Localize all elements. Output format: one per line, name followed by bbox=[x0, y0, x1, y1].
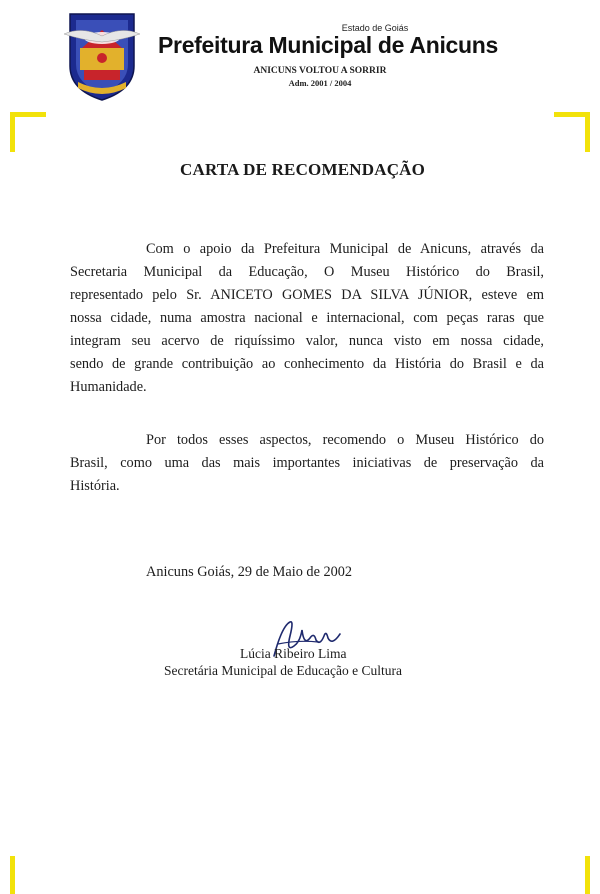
signatory-role: Secretária Municipal de Educação e Cultura bbox=[164, 663, 403, 678]
paragraph-line: Brasil, como uma das mais importantes iniciativas de preservação da bbox=[70, 455, 544, 471]
slogan: ANICUNS VOLTOU A SORRIR bbox=[253, 66, 387, 76]
paragraph-line: nossa cidade, numa amostra nacional e internacional, com peças raras que bbox=[70, 310, 544, 326]
corner-mark-top-left-horizontal bbox=[10, 112, 46, 117]
paragraph-1 bbox=[70, 238, 544, 399]
signatory-name: Lúcia Ribeiro Lima bbox=[240, 646, 347, 661]
organization-name: Prefeitura Municipal de Anicuns bbox=[158, 32, 499, 58]
letter-title: CARTA DE RECOMENDAÇÃO bbox=[180, 160, 426, 179]
corner-mark-top-right-vertical bbox=[585, 112, 590, 152]
paragraph-line: Humanidade. bbox=[70, 379, 147, 395]
paragraph-line: Por todos esses aspectos, recomendo o Museu Histórico do bbox=[146, 432, 544, 448]
administration-period: Adm. 2001 / 2004 bbox=[288, 78, 352, 88]
corner-mark-bottom-left bbox=[10, 856, 15, 894]
letter-date: Anicuns Goiás, 29 de Maio de 2002 bbox=[146, 564, 353, 580]
corner-mark-bottom-right bbox=[585, 856, 590, 894]
paragraph-line: História. bbox=[70, 478, 120, 494]
paragraph-line: representado pelo Sr. ANICETO GOMES DA SILVA JÚNIOR, esteve em bbox=[70, 287, 544, 303]
paragraph-2 bbox=[70, 429, 544, 498]
paragraph-line: integram seu acervo de riquíssimo valor, nunca visto em nossa cidade, bbox=[70, 333, 544, 349]
paragraph-line: Secretaria Municipal da Educação, O Museu Histórico do Brasil, bbox=[70, 264, 544, 280]
corner-mark-top-left-vertical bbox=[10, 112, 15, 152]
state-name: Estado de Goiás bbox=[341, 23, 409, 33]
municipal-crest-logo bbox=[62, 8, 142, 103]
paragraph-line: sendo de grande contribuição ao conhecimento da História do Brasil e da bbox=[70, 356, 544, 372]
paragraph-line: Com o apoio da Prefeitura Municipal de Anicuns, através da bbox=[146, 241, 544, 257]
